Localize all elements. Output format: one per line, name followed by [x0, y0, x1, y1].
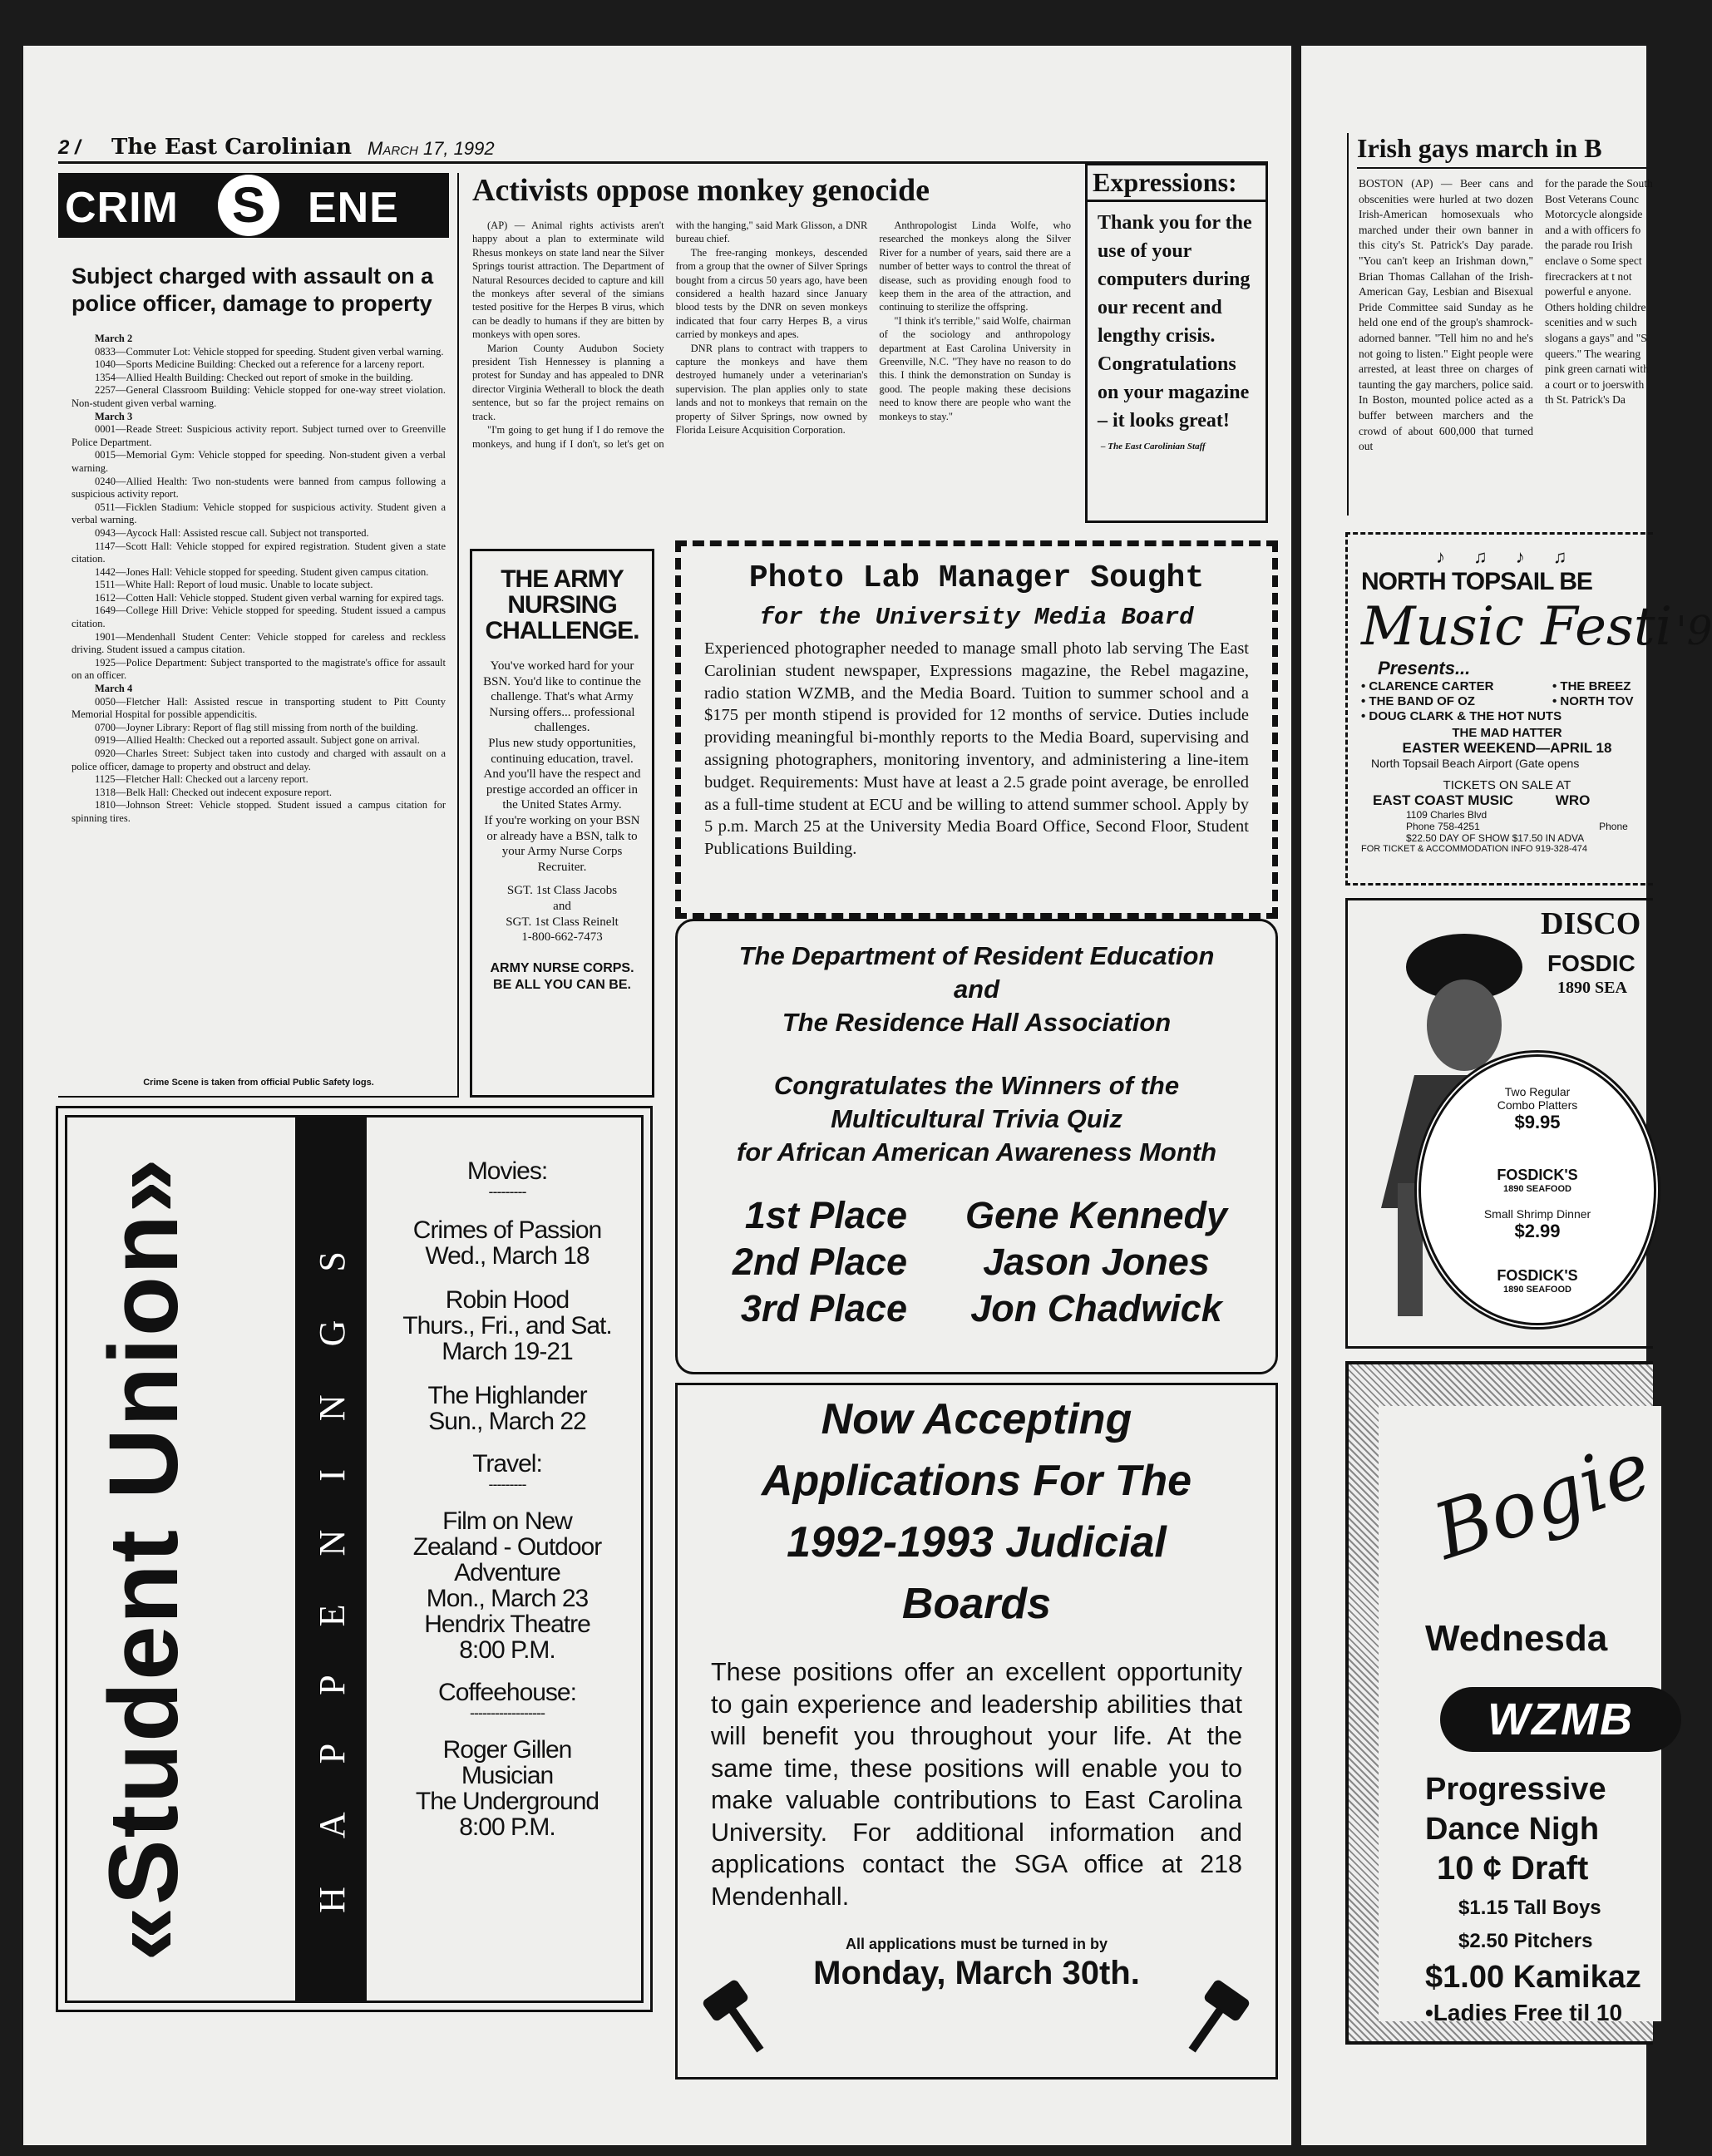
trivia-and: and: [953, 974, 1000, 1004]
crime-log-entry: 0943—Aycock Hall: Assisted rescue call. Subject not transported.: [95, 526, 369, 539]
happenings-vertical: HAPPENINGS: [312, 1203, 353, 1913]
winner-row: [691, 1285, 1262, 1332]
winner-name: Jason Jones: [983, 1241, 1210, 1283]
topsail-script-title: Music Festi: [1361, 596, 1673, 658]
crime-log-entry: 1040—Sports Medicine Building: Checked out a reference for a larceny report.: [95, 358, 425, 371]
bogies-deal-3: $1.00 Kamikaz: [1425, 1960, 1641, 1995]
winner-row: [691, 1192, 1262, 1239]
slogan-2: BE ALL YOU CAN BE.: [493, 977, 631, 992]
bogies-draft: 10 ¢ Draft: [1437, 1850, 1589, 1887]
article-paragraph: Anthropologist Linda Wolfe, who researched the monkeys along the Silver River for a number of years, said there are a number of better ways to control the threat of disease, such as providing enough food to keep them in the area of the attraction, and continuing to sterilize the offspring.: [879, 220, 1071, 313]
recruiter-2: SGT. 1st Class Reinelt: [506, 915, 619, 929]
movies-header: Movies:: [466, 1157, 548, 1185]
army-nursing-ad: [470, 549, 654, 1098]
bogies-day: Wednesda: [1425, 1618, 1608, 1659]
topsail-presents: Presents...: [1378, 658, 1471, 678]
fosdicks-ad: [1345, 898, 1653, 1349]
expressions-box: [1085, 163, 1268, 523]
crime-log-entry: 1901—Mendenhall Student Center: Vehicle stopped for careless and reckless driving. Student issued a campus citation.: [72, 630, 446, 656]
topsail-address: 1109 Charles Blvd: [1406, 809, 1488, 821]
topsail-stores: [1373, 792, 1653, 809]
plate-brand-2: FOSDICK'S: [1497, 1267, 1578, 1284]
crime-log-date: March 2: [95, 333, 133, 344]
irish-col-1: BOSTON (AP) — Beer cans and obscenities were hurled at two dozen Irish-American homosexuals who marched under their own banner in this city's St. Patrick's Day parade. "You can't keep an Irishman down," Brian Thomas Callahan of the Irish-American Gay, Lesbian and Bisexual Pride Committee said Sunday as he held one end of the group's shamrock-adorned banner. "Tell him no and he's not going to listen." Eight people were arrested, at least three on charges of taunting the gay marchers, police said. In Boston, mounted police acted as a buffer between marchers and the crowd of about 600,000 that turned out: [1359, 177, 1533, 453]
trivia-line-1: Congratulates the Winners of the: [773, 1071, 1180, 1100]
logo-left: CRIM: [65, 184, 179, 232]
happenings-list: [374, 1158, 640, 1840]
winners-list: [691, 1192, 1262, 1332]
crime-log-entry: 0920—Charles Street: Subject taken into custody and charged with assault on a police officer, damage to property and obstruct and delay.: [72, 747, 446, 772]
expressions-message: Thank you for the use of your computers during our recent and lengthy crisis. Congratulations on your magazine – it looks great!: [1098, 212, 1252, 432]
winner-row: [691, 1239, 1262, 1285]
crime-log-entry: 0015—Memorial Gym: Vehicle stopped for speeding. Non-student given a verbal warning.: [72, 449, 446, 474]
page-number: 2 /: [58, 136, 81, 159]
travel-divider: ---------: [488, 1476, 526, 1492]
winner-place: 1st Place: [744, 1194, 907, 1236]
phone-2: Phone: [1599, 821, 1628, 832]
topsail-phones: [1406, 821, 1653, 832]
topsail-tickets: TICKETS ON SALE AT: [1443, 778, 1571, 792]
seafood-platter: [1414, 1050, 1660, 1330]
act-left: • DOUG CLARK & THE HOT NUTS: [1361, 709, 1562, 723]
army-paragraph: Plus new study opportunities, continuing education, travel. And you'll have the respect and prestige accorded an officer in the United States Army.: [483, 736, 641, 812]
army-slogan: [482, 960, 642, 994]
expressions-signoff: – The East Carolinian Staff: [1101, 442, 1206, 451]
coffee-header: Coffeehouse:: [438, 1679, 576, 1706]
slogan-1: ARMY NURSE CORPS.: [490, 960, 634, 975]
army-contact: [482, 883, 642, 945]
topsail-year: '9: [1675, 608, 1712, 654]
act-left: • THE BAND OF OZ: [1361, 694, 1475, 708]
wzmb-text: WZMB: [1488, 1695, 1634, 1744]
store-1: EAST COAST MUSIC: [1373, 792, 1514, 808]
plate-1-price: $9.95: [1514, 1112, 1561, 1132]
crime-log-entry: 1810—Johnson Street: Vehicle stopped. Student issued a campus citation for spinning tires.: [72, 799, 446, 824]
trivia-org-2: The Residence Hall Association: [782, 1008, 1172, 1037]
travel-header: Travel:: [472, 1450, 542, 1478]
trivia-line-2: Multicultural Trivia Quiz: [831, 1104, 1122, 1133]
magnifier-icon: [218, 175, 279, 236]
act-right: • THE BREEZ: [1552, 679, 1631, 693]
crime-log-entry: 2257—General Classroom Building: Vehicle stopped for one-way street violation. Non-student given verbal warning.: [72, 384, 446, 409]
judicial-deadline-2: Monday, March 30th.: [813, 1955, 1140, 1991]
bogies-event-2: Dance Nigh: [1425, 1812, 1600, 1847]
phone-1: Phone 758-4251: [1406, 821, 1480, 832]
bogies-deal-1: $1.15 Tall Boys: [1458, 1897, 1601, 1919]
student-union-vertical-title: «Student Union»: [89, 1157, 199, 1961]
topsail-festival-ad: [1345, 532, 1712, 886]
music-notes-icon: ♪ ♫ ♪ ♫: [1436, 546, 1579, 567]
bogies-ad: [1345, 1361, 1661, 2045]
irish-col-2: for the parade the South Bost Veterans Counc Motorcycle alongside and a with officers fo the parade rou Irish enclave o Some spect firecrackers at t not powerful e anyone. Others holding childre scenities and w such slogans a gays" and "S queers." The wearing pink green carnati with a court or to joerswith th St. Patrick's Da: [1545, 177, 1653, 407]
wzmb-logo: [1440, 1687, 1681, 1752]
plate-brand-sub-1: 1890 SEAFOOD: [1503, 1184, 1571, 1194]
movie-item: The Highlander Sun., March 22: [427, 1382, 587, 1435]
article-paragraph: (AP) — Animal rights activists aren't happy about a plan to exterminate wild Rhesus monkeys on state land near the Silver Springs tourist attraction. The Department of Natural Resources decided to capture and kill the monkeys after several of the simians tested positive for the Herpes B virus, which can be deadly to humans if they are bitten by monkeys with open sores.: [472, 220, 664, 341]
act-left: • CLARENCE CARTER: [1361, 679, 1494, 693]
topsail-script: [1361, 596, 1712, 658]
crime-log-entry: 1442—Jones Hall: Vehicle stopped for speeding. Student given campus citation.: [95, 565, 429, 578]
army-copy: [482, 659, 642, 875]
article-paragraph: DNR plans to contract with trappers to capture the monkeys and have them destroyed humanely under a veterinarian's supervision. The plan applies only to state lands and not to monkeys that remain on the property of Silver Springs, now owned by Florida Leisure Acquisition Corporation.: [675, 342, 868, 437]
student-union-ad: [56, 1106, 653, 2012]
army-title: THE ARMY NURSING CHALLENGE.: [485, 565, 639, 644]
crime-log-entry: 0919—Allied Health: Checked out a reported assault. Subject gone on arrival.: [95, 734, 420, 747]
winner-name: Gene Kennedy: [965, 1194, 1228, 1236]
bogies-ladies: •Ladies Free til 10: [1425, 2000, 1623, 2025]
crime-scene-logo: [58, 173, 449, 238]
crime-scene-footer: Crime Scene is taken from official Public Safety logs.: [143, 1078, 374, 1088]
topsail-acts: [1361, 679, 1653, 726]
trivia-org-1: The Department of Resident Education: [738, 941, 1215, 970]
topsail-location: North Topsail Beach Airport (Gate opens: [1371, 757, 1580, 770]
recruiter-1: SGT. 1st Class Jacobs: [506, 884, 618, 898]
crime-log-entry: 1649—College Hill Drive: Vehicle stopped for speeding. Student issued a campus citation.: [72, 604, 446, 630]
crime-log-date: March 4: [95, 683, 133, 695]
winner-place: 2nd Place: [732, 1241, 907, 1283]
trivia-winners-ad: [675, 919, 1278, 1374]
coffee-divider: ------------------: [470, 1705, 545, 1721]
topsail-price: $22.50 DAY OF SHOW $17.50 IN ADVA: [1406, 832, 1585, 844]
judicial-boards-ad: [675, 1383, 1278, 2080]
travel-item: Film on New Zealand - Outdoor Adventure Mon., March 23 Hendrix Theatre 8:00 P.M.: [412, 1507, 602, 1664]
bogies-deal-2: $2.50 Pitchers: [1458, 1930, 1593, 1952]
crime-log-entry: 1125—Fletcher Hall: Checked out a larceny report.: [95, 773, 308, 786]
recruiter-and: and: [553, 899, 571, 913]
photo-lab-body: Experienced photographer needed to manage small photo lab serving The East Carolinian student newspaper, Expressions magazine, the Rebel magazine, radio station WZMB, and the Media Board. Tuition to summer school and a $175 per month stipend is provided for 12 months of service. Duties include providing meaningful bi-monthly reports to the Media Board, supervising and assigning photographers, monitoring inventory, and administering a line-item budget. Requirements: Must have at least a 2.5 grade point average, be enrolled as a full-time student at ECU and be willing to attend summer school. Apply by 5 p.m. March 25 at the University Media Board Office, Second Floor, Student Publications Building.: [704, 639, 1249, 859]
movie-item: Robin Hood Thurs., Fri., and Sat. March 19-21: [402, 1286, 612, 1365]
article-paragraph: Marion County Audubon Society president Tish Hennessey is planning a protest for Sunday and has appealed to DNR director Virginia Wetherall to block the death sentence, but so far the project remains on track.: [472, 342, 664, 422]
topsail-info: FOR TICKET & ACCOMMODATION INFO 919-328-474: [1361, 844, 1588, 854]
article-paragraph: "I'm going to get hung if I do remove the monkeys, and hung if I don't, so let's get on with the hanging," said Mark Glisson, a DNR bureau chief.: [472, 220, 868, 450]
army-paragraph: If you're working on your BSN or already have a BSN, talk to your Army Nurse Corps Recruiter.: [484, 813, 640, 874]
crime-log-date: March 3: [95, 410, 133, 422]
plate-brand-1: FOSDICK'S: [1497, 1167, 1578, 1183]
logo-right: ENE: [308, 184, 399, 232]
plate-1-label: Two Regular Combo Platters: [1497, 1085, 1578, 1112]
bogies-script: Bogie: [1423, 1423, 1661, 1577]
article-paragraph: The free-ranging monkeys, descended from a group that the owner of Silver Springs bought from a circus 50 years ago, have been considered a health hazard since January blood tests by the DNR on seven monkeys indicated that four carry Herpes B, a virus carried by monkeys and apes.: [675, 246, 868, 341]
crime-log-entry: 1354—Allied Health Building: Checked out report of smoke in the building.: [95, 371, 413, 383]
fosdicks-name: FOSDIC: [1547, 950, 1636, 976]
crime-log-entry: 1511—White Hall: Report of loud music. Unable to locate subject.: [95, 579, 373, 591]
crime-log-entry: 1147—Scott Hall: Vehicle stopped for expired registration. Student given a state citation.: [72, 540, 446, 565]
article-headline: Activists oppose monkey genocide: [472, 173, 930, 208]
photo-lab-title: Photo Lab Manager Sought: [748, 560, 1205, 596]
crime-log-entry: 0833—Commuter Lot: Vehicle stopped for speeding. Student given verbal warning.: [95, 345, 444, 358]
winner-place: 3rd Place: [740, 1287, 907, 1330]
judicial-body: These positions offer an excellent opportunity to gain experience and leadership abilities that will benefit you throughout your life. At the same time, these positions will enable you to make valuable contributions to East Carolina University. For additional information and applications contact the SGA office at 218 Mendenhall.: [711, 1658, 1242, 1911]
paper-name: The East Carolinian: [111, 135, 353, 160]
crime-log: [72, 333, 446, 826]
crime-scene-headline: Subject charged with assault on a police officer, damage to property: [72, 264, 434, 316]
crime-log-entry: 1925—Police Department: Subject transported to the magistrate's office for assault on an officer.: [72, 656, 446, 682]
plate-2-price: $2.99: [1514, 1221, 1561, 1241]
act-right: • NORTH TOV: [1552, 694, 1634, 708]
crime-log-entry: 1612—Cotten Hall: Vehicle stopped. Student given verbal warning for expired tags.: [95, 591, 444, 604]
plate-2-label: Small Shrimp Dinner: [1483, 1207, 1591, 1221]
irish-article: [1347, 133, 1653, 516]
fosdicks-since: 1890 SEA: [1557, 979, 1627, 997]
crime-log-entry: 0700—Joyner Library: Report of flag still missing from north of the building.: [95, 721, 418, 733]
article-body: [472, 219, 1071, 528]
crime-scene-section: [58, 173, 459, 1098]
topsail-date: EASTER WEEKEND—APRIL 18: [1402, 740, 1612, 756]
movies-divider: ---------: [488, 1183, 526, 1200]
store-2: WRO: [1555, 792, 1591, 808]
movie-item: Crimes of Passion Wed., March 18: [412, 1216, 602, 1270]
plate-brand-sub-2: 1890 SEAFOOD: [1503, 1285, 1571, 1295]
gavel-icon: [701, 1977, 776, 2065]
crime-log-entry: 0001—Reade Street: Suspicious activity report. Subject turned over to Greenville Police Department.: [72, 423, 446, 448]
recruiter-phone: 1-800-662-7473: [521, 930, 603, 945]
fosdicks-disco: DISCO: [1541, 906, 1641, 941]
bogies-event-1: Progressive: [1425, 1772, 1606, 1807]
crime-log-entry: 0240—Allied Health: Two non-students were banned from campus following a suspicious activity report.: [72, 475, 446, 501]
crime-log-entry: 0050—Fletcher Hall: Assisted rescue in transporting student to Pitt County Memorial Hospital for possible appendicitis.: [72, 695, 446, 721]
irish-headline: Irish gays march in B: [1357, 133, 1646, 169]
coffee-item: Roger Gillen Musician The Underground 8:00 P.M.: [415, 1736, 599, 1841]
photo-lab-ad: [675, 540, 1278, 919]
expressions-title: Expressions:: [1088, 165, 1265, 202]
vertical-title-band: [81, 1133, 202, 1990]
judicial-headline: Now Accepting Applications For The 1992-1993 Judicial Boards: [761, 1395, 1192, 1628]
photo-lab-subtitle: for the University Media Board: [759, 604, 1194, 631]
judicial-deadline-1: All applications must be turned in by: [845, 1936, 1108, 1952]
topsail-title: NORTH TOPSAIL BE: [1361, 568, 1592, 595]
issue-date: March 17, 1992: [368, 138, 495, 159]
monkey-article: [472, 170, 1071, 536]
logo-s: S: [231, 177, 266, 233]
masthead: [58, 133, 1268, 163]
winner-name: Jon Chadwick: [970, 1287, 1222, 1330]
topsail-act-center: THE MAD HATTER: [1452, 726, 1562, 740]
trivia-line-3: for African American Awareness Month: [736, 1137, 1217, 1167]
movie-list: [374, 1217, 640, 1434]
crime-log-entry: 0511—Ficklen Stadium: Vehicle stopped for suspicious activity. Student given a verbal warning.: [72, 501, 446, 526]
army-paragraph: You've worked hard for your BSN. You'd like to continue the challenge. That's what Army Nursing offers... professional challenges.: [483, 659, 641, 735]
gavel-icon-right: [1177, 1977, 1251, 2065]
crime-log-entry: 1318—Belk Hall: Checked out indecent exposure report.: [95, 786, 332, 798]
happenings-band: [295, 1115, 367, 2003]
article-paragraph: "I think it's terrible," said Wolfe, chairman of the sociology and anthropology department at East Carolina University in Greenville, N.C. "They have no reason to do this. I think the demonstration on Sunday is good. The people making these decisions need to know there are people who want the monkeys to stay.": [879, 314, 1071, 422]
